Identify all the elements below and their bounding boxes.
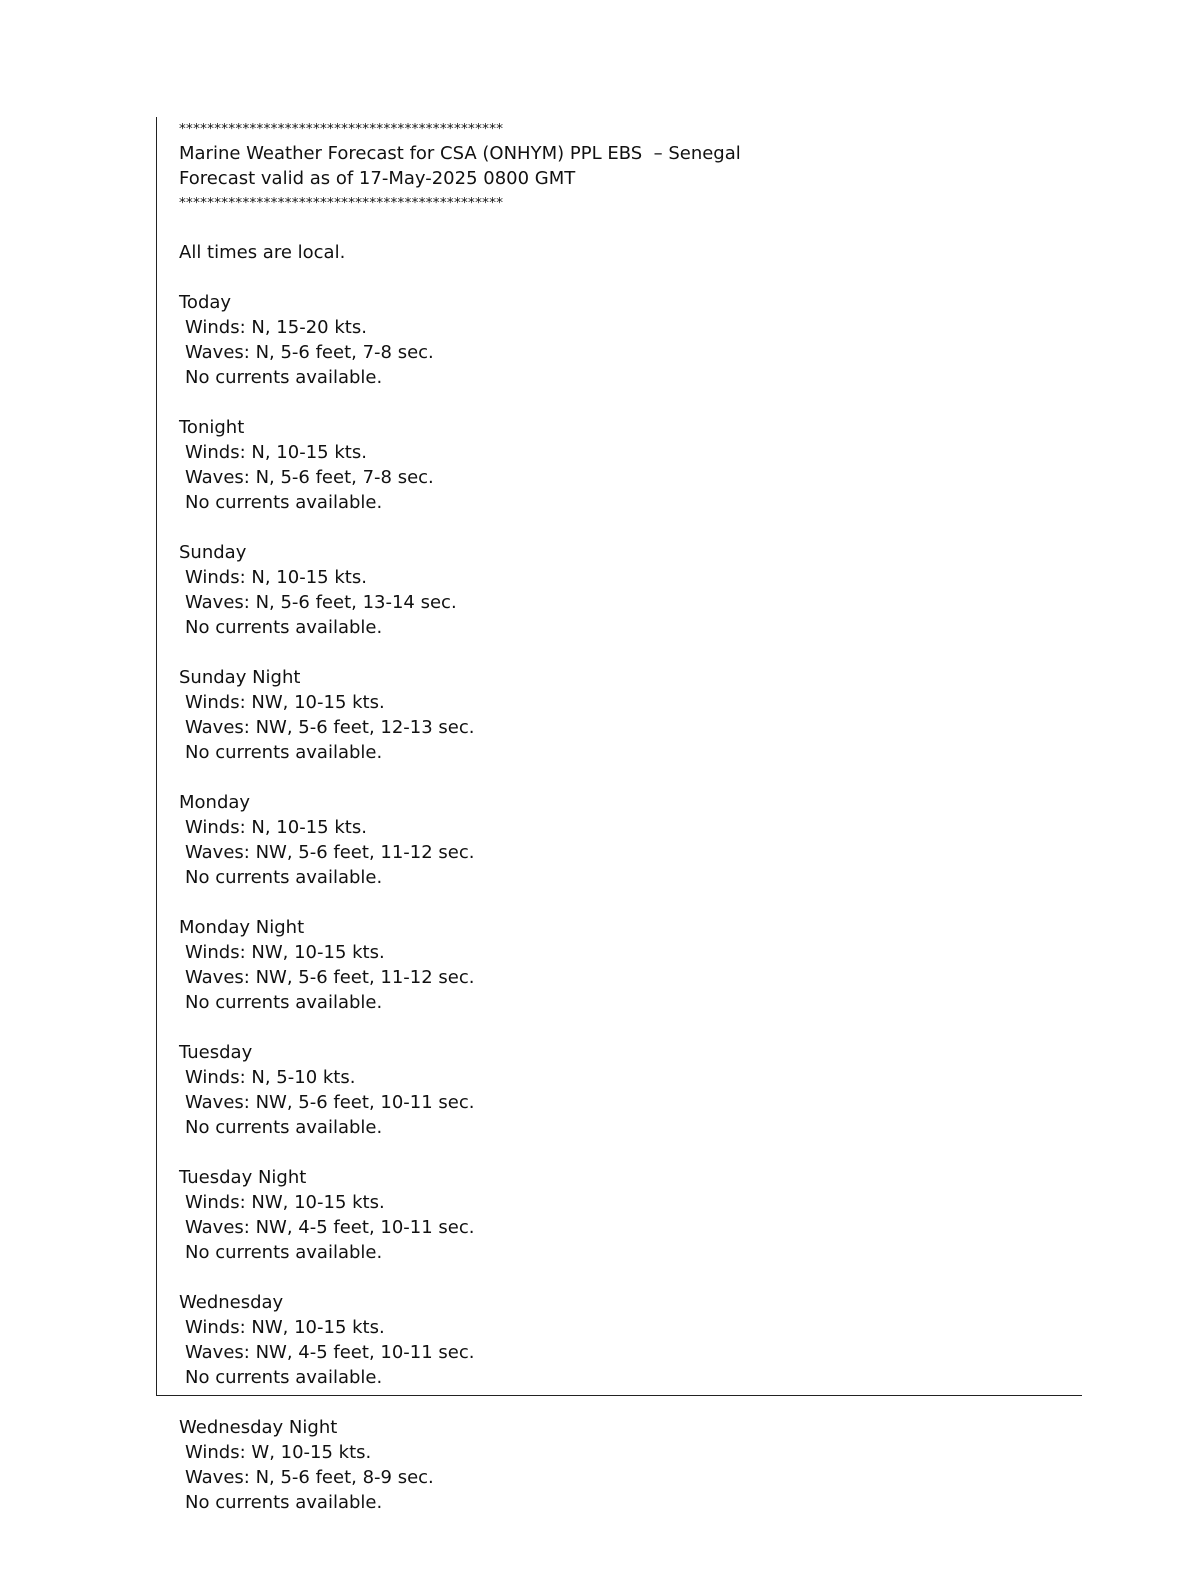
period-winds: Winds: N, 10-15 kts. (185, 442, 367, 463)
header-stars-top: ********************************************** (179, 121, 504, 137)
spacer (179, 1015, 1059, 1040)
period-waves: Waves: NW, 5-6 feet, 10-11 sec. (185, 1092, 475, 1113)
period-name: Tuesday (179, 1042, 253, 1063)
period-waves: Waves: NW, 5-6 feet, 12-13 sec. (185, 717, 475, 738)
period-name: Today (179, 292, 232, 313)
forecast-valid-time: Forecast valid as of 17-May-2025 0800 GMT (179, 168, 576, 189)
period-winds: Winds: NW, 10-15 kts. (185, 1317, 385, 1338)
period-waves: Waves: N, 5-6 feet, 7-8 sec. (185, 342, 434, 363)
period-name: Monday Night (179, 917, 305, 938)
forecast-period (179, 915, 1059, 1015)
period-winds: Winds: NW, 10-15 kts. (185, 942, 385, 963)
forecast-period (179, 1415, 1059, 1515)
spacer (179, 1140, 1059, 1165)
period-currents: No currents available. (185, 742, 383, 763)
forecast-title: Marine Weather Forecast for CSA (ONHYM) PPL EBS – Senegal (179, 143, 741, 164)
period-currents: No currents available. (185, 1367, 383, 1388)
spacer (179, 890, 1059, 915)
period-name: Monday (179, 792, 251, 813)
period-name: Tuesday Night (179, 1167, 307, 1188)
period-waves: Waves: N, 5-6 feet, 8-9 sec. (185, 1467, 434, 1488)
forecast-period (179, 1040, 1059, 1140)
period-currents: No currents available. (185, 992, 383, 1013)
period-waves: Waves: NW, 5-6 feet, 11-12 sec. (185, 842, 475, 863)
times-note: All times are local. (179, 242, 346, 263)
frame-left-border (156, 117, 157, 1395)
forecast-period (179, 790, 1059, 890)
spacer (179, 390, 1059, 415)
period-currents: No currents available. (185, 1117, 383, 1138)
period-winds: Winds: N, 10-15 kts. (185, 817, 367, 838)
period-winds: Winds: N, 15-20 kts. (185, 317, 367, 338)
forecast-period (179, 290, 1059, 390)
forecast-period (179, 540, 1059, 640)
spacer (179, 640, 1059, 665)
period-name: Wednesday (179, 1292, 284, 1313)
period-currents: No currents available. (185, 367, 383, 388)
period-waves: Waves: NW, 5-6 feet, 11-12 sec. (185, 967, 475, 988)
forecast-period (179, 665, 1059, 765)
period-winds: Winds: N, 10-15 kts. (185, 567, 367, 588)
period-name: Sunday (179, 542, 247, 563)
period-winds: Winds: NW, 10-15 kts. (185, 1192, 385, 1213)
period-currents: No currents available. (185, 867, 383, 888)
period-currents: No currents available. (185, 492, 383, 513)
spacer (179, 215, 1059, 240)
header-stars-bottom: ********************************************** (179, 195, 504, 211)
period-winds: Winds: N, 5-10 kts. (185, 1067, 356, 1088)
period-waves: Waves: N, 5-6 feet, 13-14 sec. (185, 592, 457, 613)
forecast-periods (179, 290, 1059, 1515)
period-name: Sunday Night (179, 667, 301, 688)
spacer (179, 765, 1059, 790)
spacer (179, 265, 1059, 290)
forecast-period (179, 415, 1059, 515)
period-waves: Waves: N, 5-6 feet, 7-8 sec. (185, 467, 434, 488)
period-currents: No currents available. (185, 617, 383, 638)
period-winds: Winds: W, 10-15 kts. (185, 1442, 372, 1463)
forecast-period (179, 1290, 1059, 1390)
forecast-period (179, 1165, 1059, 1265)
period-name: Wednesday Night (179, 1417, 338, 1438)
period-currents: No currents available. (185, 1242, 383, 1263)
spacer (179, 515, 1059, 540)
period-waves: Waves: NW, 4-5 feet, 10-11 sec. (185, 1217, 475, 1238)
spacer (179, 1390, 1059, 1415)
period-name: Tonight (179, 417, 245, 438)
period-winds: Winds: NW, 10-15 kts. (185, 692, 385, 713)
period-currents: No currents available. (185, 1492, 383, 1513)
forecast-document (179, 117, 1059, 1515)
period-waves: Waves: NW, 4-5 feet, 10-11 sec. (185, 1342, 475, 1363)
spacer (179, 1265, 1059, 1290)
